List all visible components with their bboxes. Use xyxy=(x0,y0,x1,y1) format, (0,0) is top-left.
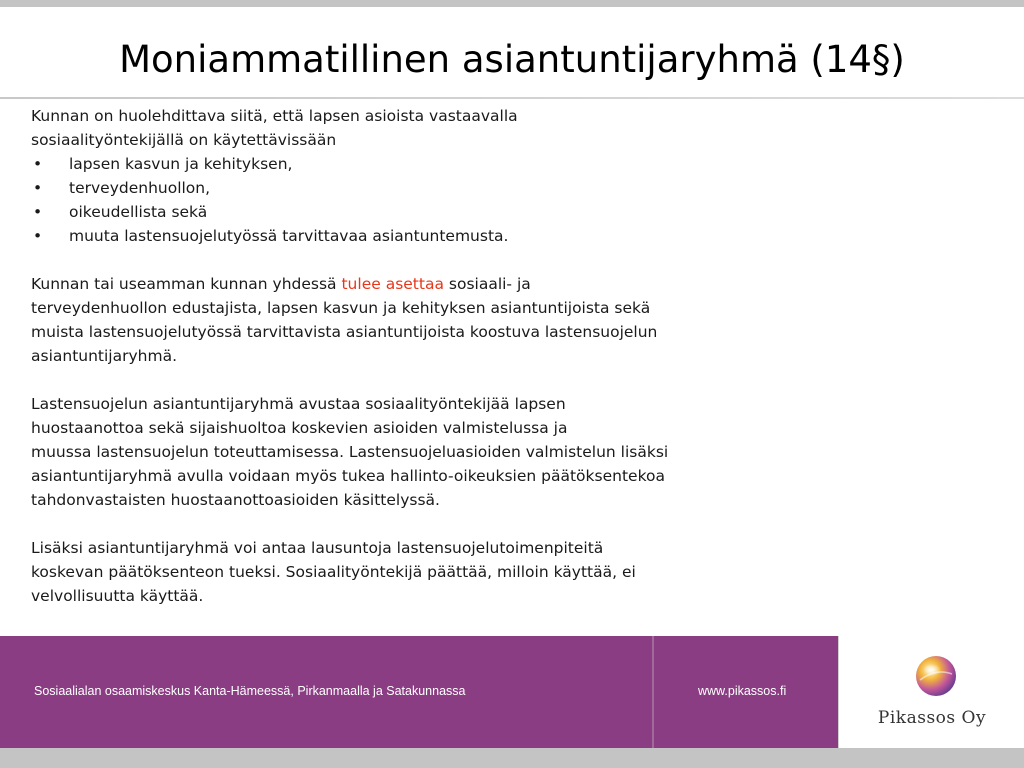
para2-text-end: sosiaali- ja xyxy=(443,275,531,293)
bullet-icon: • xyxy=(33,203,43,221)
bullet-item xyxy=(31,176,861,200)
intro-line-2: sosiaalityöntekijällä on käytettävissään xyxy=(31,131,337,149)
para4-line-1: Lisäksi asiantuntijaryhmä voi antaa lausuntoja lastensuojelutoimenpiteitä xyxy=(31,539,604,557)
bullet-item xyxy=(31,200,861,224)
top-bar xyxy=(0,0,1024,7)
paragraph-2 xyxy=(31,272,861,368)
paragraph-4 xyxy=(31,536,861,608)
bullet-text: terveydenhuollon, xyxy=(69,179,211,197)
intro-line-1: Kunnan on huolehdittava siitä, että lapsen asioista vastaavalla xyxy=(31,107,518,125)
bullet-icon: • xyxy=(33,179,43,197)
paragraph-gap xyxy=(31,368,861,392)
footer-website-link[interactable]: www.pikassos.fi xyxy=(698,684,787,698)
para4-line-3: velvollisuutta käyttää. xyxy=(31,587,204,605)
company-name: Pikassos Oy xyxy=(877,708,987,728)
bullet-list xyxy=(31,152,861,248)
bullet-item xyxy=(31,152,861,176)
para2-text-start: Kunnan tai useamman kunnan yhdessä xyxy=(31,275,342,293)
paragraph-gap xyxy=(31,248,861,272)
para2-line-3: muista lastensuojelutyössä tarvittavista asiantuntijoista koostuva lastensuojelun xyxy=(31,323,658,341)
slide-body xyxy=(31,104,861,608)
para3-line-1: Lastensuojelun asiantuntijaryhmä avustaa sosiaalityöntekijää lapsen xyxy=(31,395,566,413)
footer xyxy=(0,636,1024,748)
para3-line-2: huostaanottoa sekä sijaishuoltoa koskevien asioiden valmistelussa ja xyxy=(31,419,568,437)
logo-area xyxy=(838,636,1024,748)
para4-line-2: koskevan päätöksenteon tueksi. Sosiaalityöntekijä päättää, milloin käyttää, ei xyxy=(31,563,636,581)
paragraph-gap xyxy=(31,512,861,536)
slide-title: Moniammatillinen asiantuntijaryhmä (14§) xyxy=(119,38,905,81)
title-divider xyxy=(0,97,1024,99)
para3-line-3: muussa lastensuojelun toteuttamisessa. Lastensuojeluasioiden valmistelun lisäksi xyxy=(31,443,669,461)
bullet-text: oikeudellista sekä xyxy=(69,203,208,221)
para3-line-4: asiantuntijaryhmä avulla voidaan myös tukea hallinto-oikeuksien päätöksentekoa xyxy=(31,467,665,485)
paragraph-3 xyxy=(31,392,861,512)
footer-divider xyxy=(652,636,654,748)
bullet-item xyxy=(31,224,861,248)
footer-band xyxy=(0,636,838,748)
bullet-text: muuta lastensuojelutyössä tarvittavaa asiantuntemusta. xyxy=(69,227,509,245)
orb-logo-icon xyxy=(914,654,958,698)
para2-line-4: asiantuntijaryhmä. xyxy=(31,347,178,365)
highlighted-text: tulee asettaa xyxy=(341,275,444,293)
bullet-text: lapsen kasvun ja kehityksen, xyxy=(69,155,293,173)
para2-line-2: terveydenhuollon edustajista, lapsen kasvun ja kehityksen asiantuntijoista sekä xyxy=(31,299,651,317)
bullet-icon: • xyxy=(33,155,43,173)
intro-paragraph xyxy=(31,104,861,152)
bottom-bar xyxy=(0,748,1024,768)
para3-line-5: tahdonvastaisten huostaanottoasioiden käsittelyssä. xyxy=(31,491,440,509)
bullet-icon: • xyxy=(33,227,43,245)
footer-organization-text: Sosiaalialan osaamiskeskus Kanta-Hämeessä, Pirkanmaalla ja Satakunnassa xyxy=(34,684,466,698)
